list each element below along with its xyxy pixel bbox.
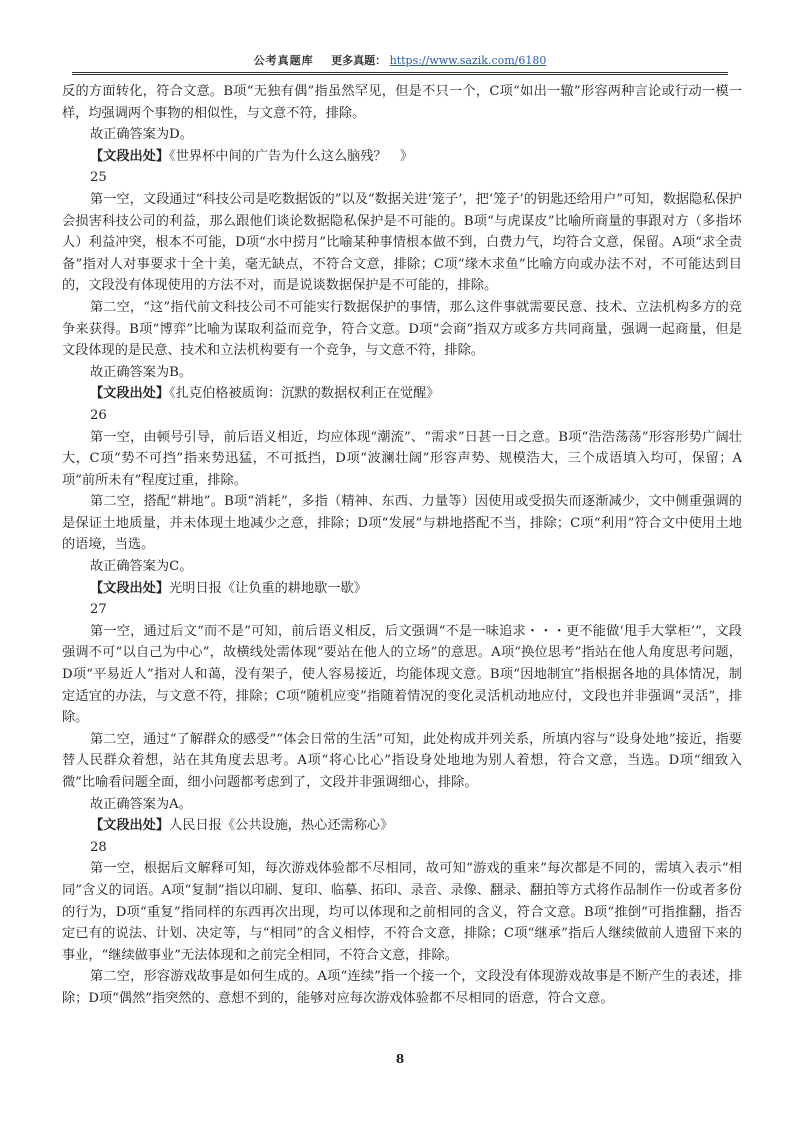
paragraph: 第二空，“这”指代前文科技公司不可能实行数据保护的事情，那么这件事就需要民意、技术、立法机构多方的竞争来获得。B项“博弈”比喻为谋取利益而竞争，符合文意。D项“会商”指双方或多方共同商量，强调一起商量，但是文段体现的是民意、技术和立法机构要有一个竞争，与文意不符，排除。 (62, 299, 742, 359)
paragraph: 故正确答案为D。 (90, 127, 193, 143)
header-divider (72, 72, 728, 75)
header-site-name: 公考真题库 (253, 54, 314, 67)
paragraph-continuation: 反的方面转化，符合文意。B项“无独有偶”指虽然罕见，但是不只一个，C项“如出一辙”形容两种言论或行动一模一样，均强调两个事物的相似性，与文意不符，排除。 (62, 84, 742, 121)
source-citation (62, 578, 742, 600)
source-citation (62, 146, 742, 168)
question-number: 26 (90, 407, 107, 423)
page-number: 8 (395, 1052, 405, 1066)
page-header (0, 52, 800, 72)
question-number: 25 (90, 170, 107, 186)
paragraph: 第二空，通过“了解群众的感受”“体会日常的生活”可知，此处构成并列关系，所填内容与“设身处地”接近，指要替人民群众着想，站在其角度去思考。A项“将心比心”指设身处地地为别人着想，符合文意，当选。D项“细致入微”比喻看问题全面，细小问题都考虑到了，文段并非强调细心，排除。 (62, 731, 742, 790)
paragraph: 故正确答案为A。 (90, 796, 192, 812)
paragraph: 第一空，由顿号引导，前后语义相近，均应体现“潮流”、“需求”日甚一日之意。B项“浩浩荡荡”形容形势广阔壮大，C项“势不可挡”指来势迅猛，不可抵挡，D项“波澜壮阔”形容声势、规模浩大，三个成语填入均可，保留；A项“前所未有”程度过重，排除。 (62, 429, 742, 488)
question-number: 27 (90, 602, 107, 618)
source-title: 《扎克伯格被质询：沉默的数据权利正在觉醒》 (169, 386, 440, 402)
paragraph: 第二空，搭配“耕地”。B项“消耗”，多指（精神、东西、力量等）因使用或受损失而逐渐减少，文中侧重强调的是保证土地质量，并未体现土地减少之意，排除；D项“发展”与耕地搭配不当，排除；C项“利用”符合文中使用土地的语境，当选。 (62, 494, 742, 553)
document-body (62, 81, 742, 1010)
source-tag: 【文段出处】 (90, 818, 170, 834)
source-tag: 【文段出处】 (90, 148, 170, 164)
paragraph: 故正确答案为B。 (90, 364, 193, 380)
question-number: 28 (90, 839, 107, 855)
source-citation (62, 383, 742, 405)
source-title: 光明日报《让负重的耕地歇一歇》 (169, 580, 367, 596)
header-url-link[interactable]: https://www.sazik.com/6180 (389, 54, 547, 67)
header-label: 更多真题： (331, 54, 387, 67)
paragraph: 第一空，文段通过“科技公司是吃数据饭的”以及“数据关进‘笼子’，把‘笼子’的钥匙还给用户”可知，数据隐私保护会损害科技公司的利益，那么跟他们谈论数据隐私保护是不可能的。B项“与虎谋皮”比喻所商量的事跟对方（多指坏人）利益冲突，根本不可能，D项“水中捞月”比喻某种事情根本做不到，白费力气，均符合文意，保留。A项“求全责备”指对人对事要求十全十美，毫无缺点，不符合文意，排除；C项“缘木求鱼”比喻方向或办法不对，不可能达到目的，文段没有体现使用的方法不对，而是说谈数据保护是不可能的，排除。 (62, 191, 742, 294)
source-title: 人民日报《公共设施，热心还需称心》 (169, 818, 394, 834)
source-title: 《世界杯中间的广告为什么这么脑残？ 》 (169, 148, 414, 164)
paragraph: 故正确答案为C。 (90, 559, 193, 575)
paragraph: 第一空，通过后文“而不是”可知，前后语义相反，后文强调“不是一味追求・・・更不能做‘甩手大掌柜’”，文段强调不可“以自己为中心”，故横线处需体现“要站在他人的立场”的意思。A项“换位思考”指站在他人角度思考问题，D项“平易近人”指对人和蔼，没有架子，使人容易接近，均能体现文意。B项“因地制宜”指根据各地的具体情况，制定适宜的办法，与文意不符，排除；C项“随机应变”指随着情况的变化灵活机动地应付，文段也并非强调“灵活”，排除。 (62, 623, 742, 726)
paragraph: 第二空，形容游戏故事是如何生成的。A项“连续”指一个接一个，文段没有体现游戏故事是不断产生的表述，排除；D项“偶然”指突然的、意想不到的，能够对应每次游戏体验都不尽相同的语意，符合文意。 (62, 969, 742, 1006)
source-tag: 【文段出处】 (90, 386, 170, 402)
paragraph: 第一空，根据后文解释可知，每次游戏体验都不尽相同，故可知“游戏的重来”每次都是不同的，需填入表示“相同”含义的词语。A项“复制”指以印刷、复印、临摹、拓印、录音、录像、翻录、翻拍等方式将作品制作一份或者多份的行为，D项“重复”指同样的东西再次出现，均可以体现和之前相同的含义，符合文意。B项“推倒”可指推翻，指否定已有的说法、计划、决定等，与“相同”的含义相悖，不符合文意，排除；C项“继承”指后人继续做前人遗留下来的事业，“继续做事业”无法体现和之前完全相同，不符合文意，排除。 (62, 861, 742, 963)
source-citation (62, 815, 742, 837)
source-tag: 【文段出处】 (90, 580, 170, 596)
